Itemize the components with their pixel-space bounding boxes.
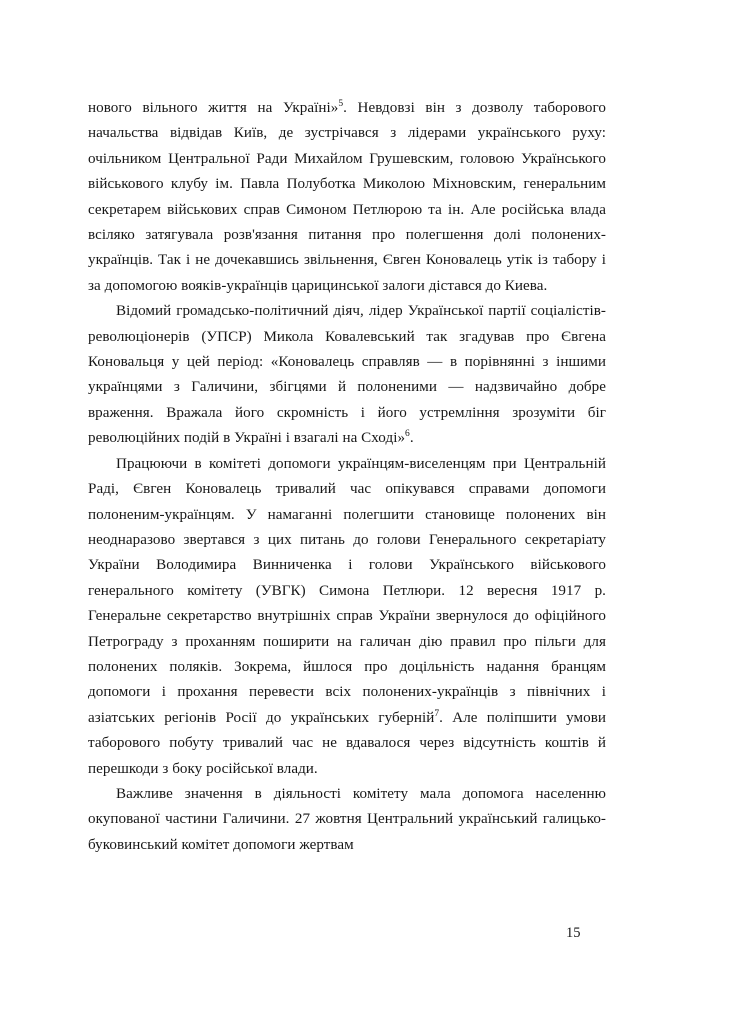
body-text	[88, 96, 606, 858]
paragraph: Відомий громадсько-політичний діяч, лідер Української партії соціалістів-революціонерів (УПСР) Микола Ковалевський так згадував про Євгена Коновальця у цей період: «Коновалець справляв — в порівнянні з іншими українцями з Галичини, збігцями й полоненими — надзвичайно добре враження. Вражала його скромність і його устремління зрозуміти біг революційних подій в Україні і взагалі на Сході»$^6$.	[88, 303, 606, 447]
paragraph: нового вільного життя на Україні»$^5$. Невдовзі він з дозволу таборового начальства відвідав Київ, де зустрічався з лідерами українського руху: очільником Центральної Ради Михайлом Грушевским, головою Українського військового клубу ім. Павла Полуботка Миколою Міхновским, генеральним секретарем військових справ Симоном Петлюрою та ін. Але російська влада всіляко затягувала розв'язання питання про полегшення долі полонених-українців. Так і не дочекавшись звільнення, Євген Коновалець утік із табору і за допомогою вояків-українців царицинської залоги дістався до Киева.	[88, 98, 606, 294]
footnote-marker: 6	[405, 429, 410, 440]
page-number: 15	[566, 925, 581, 941]
footnote-marker: 5	[338, 98, 344, 109]
footnote-marker: 7	[434, 708, 440, 719]
paragraph: Важливе значення в діяльності комітету мала допомога населенню окупованої частини Галичини. 27 жовтня Центральний український галицько-буковинський комітет допомоги жертвам	[88, 785, 606, 853]
paragraph: Працюючи в комітеті допомоги українцям-виселенцям при Центральній Раді, Євген Коновалець тривалий час опікувався справами допомоги полоненим-українцям. У намаганні полегшити становище полонених він неоднаразово звертався з цих питань до голови Генерального секретаріату України Володимира Винниченка і голови Українського військового генерального комітету (УВГК) Симона Петлюри. 12 вересня 1917 р. Генеральне секретарство внутрішніх справ України звернулося до офіційного Петрограду з проханням поширити на галичан дію правил про пільги для полонених поляків. Зокрема, йшлося про доцільність надання бранцям допомоги і прохання перевести всіх полонених-українців з північних і азіатських регіонів Росії до українських губерній$^7$. Але поліпшити умови таборового побуту тривалий час не вдавалося через відсутність коштів й перешкоди з боку російської влади.	[88, 455, 607, 777]
